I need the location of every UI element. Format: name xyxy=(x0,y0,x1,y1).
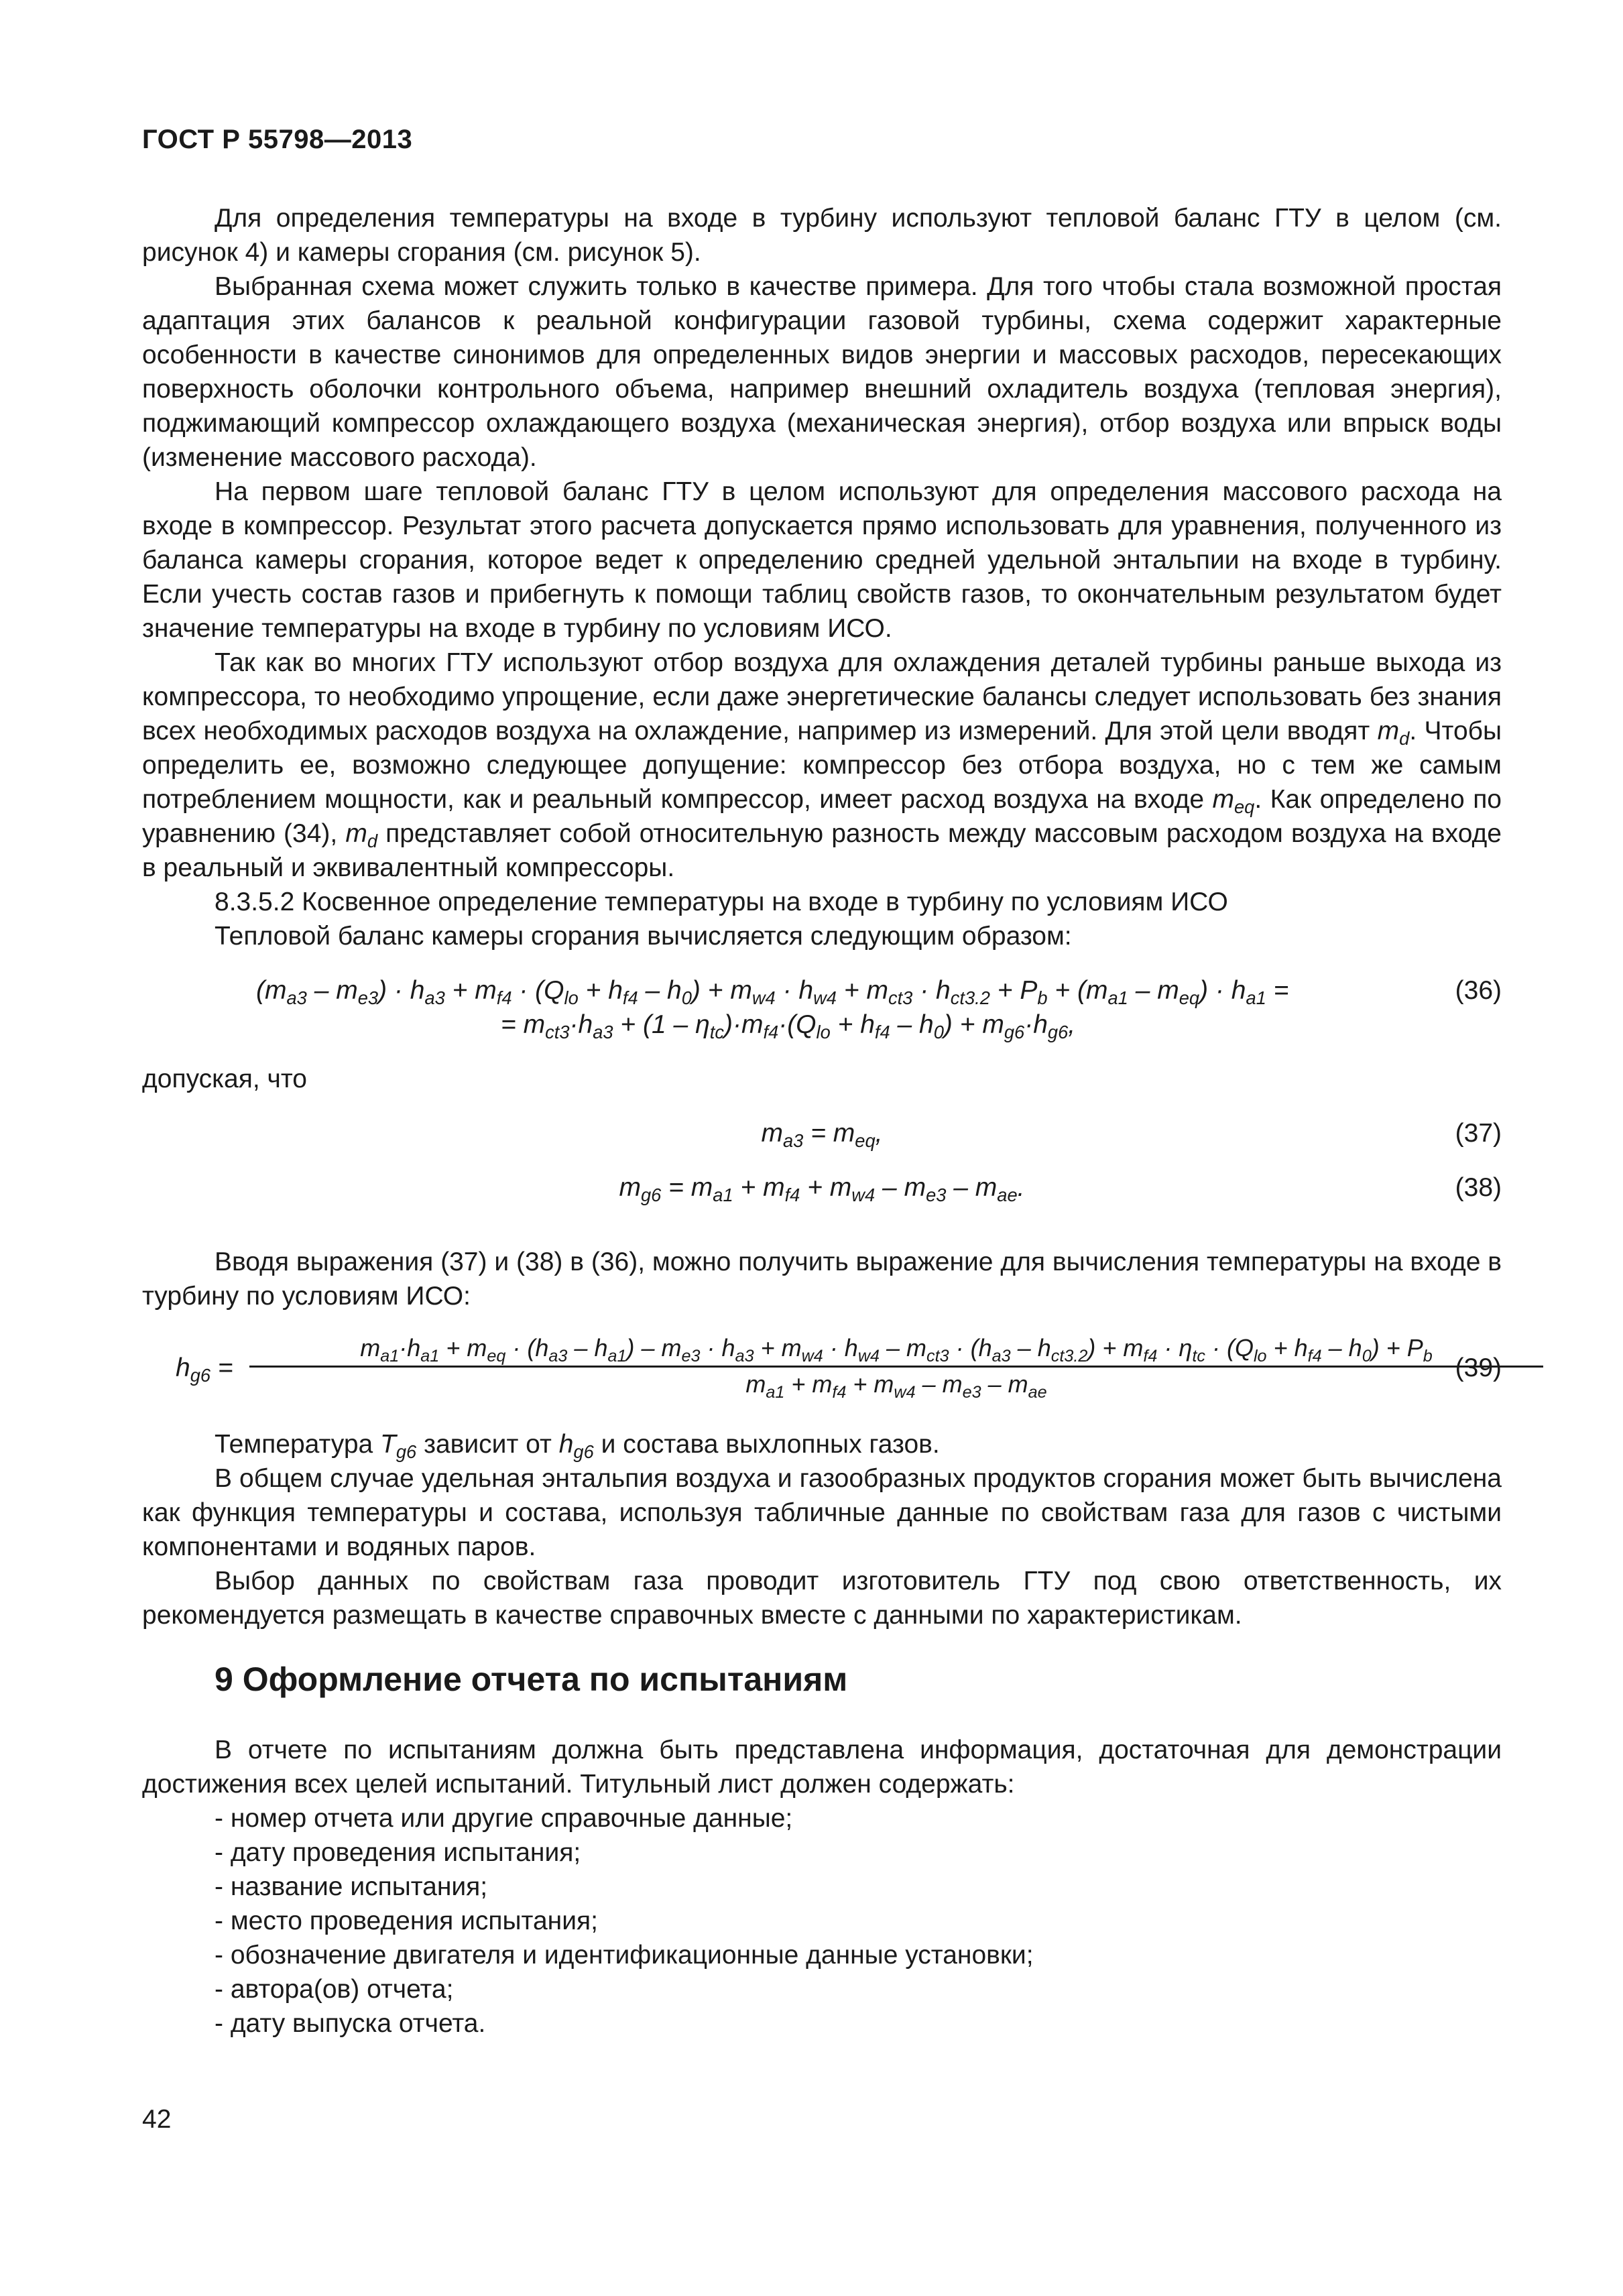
paragraph-temperature: Температура $T_{g6}$ зависит от $h_{g6}$ и состава выхлопных газов. xyxy=(215,1430,940,1462)
paragraph: Для определения температуры на входе в турбину используют тепловой баланс ГТУ в целом (см. рисунок 4) и камеры сгорания (см. рисунок 5). xyxy=(142,204,1502,267)
paragraph: Выбранная схема может служить только в качестве примера. Для того чтобы стала возможной простая адаптация этих балансов к реальной конфигурации газовой турбины, схема содержит характерные особенности в качестве синонимов для определенных видов энергии и массовых расходов, пересекающих поверхность оболочки контрольного объема, например внешний охладитель воздуха (тепловая энергия), поджимающий компрессор охлаждающего воздуха (механическая энергия), отбор воздуха или впрыск воды (изменение массового расхода). xyxy=(142,272,1502,472)
equation-39: $h_{g6}$ = $m_{a1}\cdot h_{a1} + m_{eq} \cdot (h_{a3} - h_{a1}) - m_{e3} \cdot h_{a3} + m_{w4} \cdot h_{w4} - m_{ct3} \cdot (h_{a3} - h_{ct3.2}) + m_{f4} \cdot \eta_{tc} \cdot (Q_{lo} + h_{f4} - h_0) + P_b$ $m_{a1} + m_{f4} + m_{w4} - m_{e3} - m_{ae}$ (39) xyxy=(142,1333,1502,1407)
equation-number: (38) xyxy=(1455,1173,1502,1202)
equation-number: (39) xyxy=(1455,1353,1502,1382)
equation-36-line1: $(m_{a3} - m_{e3}) \cdot h_{a3} + m_{f4} \cdot (Q_{lo} + h_{f4} - h_0) + m_{w4} \cdot h_{w4} + m_{ct3} \cdot h_{ct3.2} + P_b + (m_{a1} - m_{eq}) \cdot h_{a1}$ = (36) xyxy=(142,973,1502,1008)
equation-number: (36) xyxy=(1455,976,1502,1005)
equation-number: (37) xyxy=(1455,1119,1502,1148)
paragraph: В общем случае удельная энтальпия воздуха и газообразных продуктов сгорания может быть вычислена как функция температуры и состава, используя табличные данные по свойствам газа для газов с чистыми компонентами и водяных паров. xyxy=(142,1464,1502,1561)
paragraph: Выбор данных по свойствам газа проводит изготовитель ГТУ под свою ответственность, их рекомендуется размещать в качестве справочных вместе с данными по характеристикам. xyxy=(142,1567,1502,1630)
list-item: - автора(ов) отчета; xyxy=(215,1975,454,2004)
equation-37: $m_{a3} = m_{eq}$, (37) xyxy=(142,1116,1502,1150)
list-item: - дату выпуска отчета. xyxy=(215,2009,486,2038)
paragraph: допуская, что xyxy=(142,1065,307,1093)
list-item: - место проведения испытания; xyxy=(215,1907,598,1935)
page-number: 42 xyxy=(142,2105,172,2134)
standard-header: ГОСТ Р 55798—2013 xyxy=(142,125,413,154)
title-page-contents-list xyxy=(142,1801,1502,2041)
list-item: - дату проведения испытания; xyxy=(215,1838,581,1867)
list-item: - номер отчета или другие справочные данные; xyxy=(215,1804,793,1833)
list-item: - название испытания; xyxy=(215,1872,488,1901)
section-9-title: 9 Оформление отчета по испытаниям xyxy=(215,1660,848,1698)
equation-38: $m_{g6} = m_{a1} + m_{f4} + m_{w4} - m_{e3} - m_{ae}$. (38) xyxy=(142,1170,1502,1205)
paragraph: Вводя выражения (37) и (38) в (36), можно получить выражение для вычисления температуры на входе в турбину по условиям ИСО: xyxy=(142,1248,1502,1311)
paragraph-md: Так как во многих ГТУ используют отбор воздуха для охлаждения деталей турбины раньше выхода из компрессора, то необходимо упрощение, если даже энергетические балансы следует использовать без знания всех необходимых расходов воздуха на охлаждение, например из измерений. Для этой цели вводят $m_d$. Чтобы определить ее, возможно следующее допущение: компрессор без отбора воздуха, но с тем же самым потреблением мощности, как и реальный компрессор, имеет расход воздуха на входе $m_{eq}$. Как определено по уравнению (34), $m_d$ представляет собой относительную разность между массовым расходом воздуха на входе в реальный и эквивалентный компрессоры. xyxy=(142,648,1502,882)
equation-36-line2: = $m_{ct3}\cdot h_{a3} + (1 - \eta_{tc})\cdot m_{f4}\cdot(Q_{lo} + h_{f4} - h_0) + m_{g6}\cdot h_{g6}$, xyxy=(501,1010,1076,1042)
paragraph: На первом шаге тепловой баланс ГТУ в целом используют для определения массового расхода на входе в компрессор. Результат этого расчета допускается прямо использовать для уравнения, полученного из баланса камеры сгорания, которое ведет к определению средней удельной энтальпии на входе в турбину. Если учесть состав газов и прибегнуть к помощи таблиц свойств газов, то окончательным результатом будет значение температуры на входе в турбину по условиям ИСО. xyxy=(142,477,1502,643)
section-heading-8352: 8.3.5.2 Косвенное определение температуры на входе в турбину по условиям ИСО xyxy=(215,888,1228,916)
list-item: - обозначение двигателя и идентификационные данные установки; xyxy=(215,1941,1034,1970)
paragraph: Тепловой баланс камеры сгорания вычисляется следующим образом: xyxy=(215,922,1072,951)
paragraph: В отчете по испытаниям должна быть представлена информация, достаточная для демонстрации достижения всех целей испытаний. Титульный лист должен содержать: xyxy=(142,1736,1502,1799)
document-body xyxy=(142,201,1502,2041)
